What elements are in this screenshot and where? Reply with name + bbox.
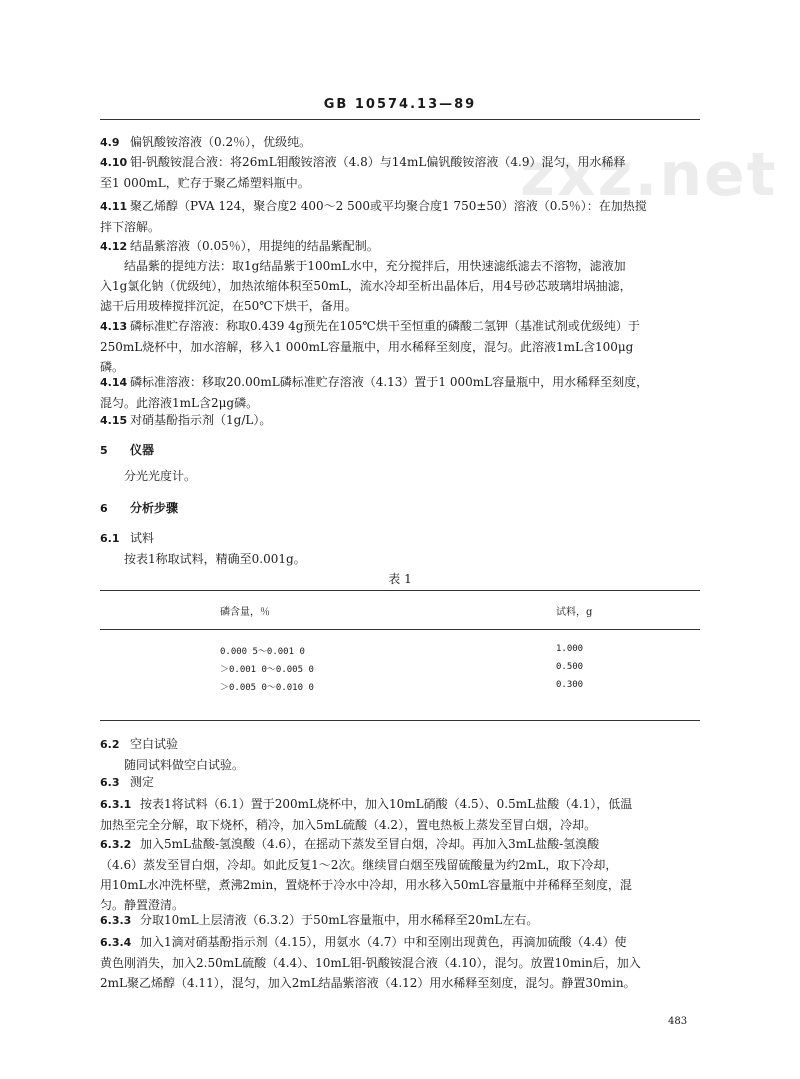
clause-text: 加热至完全分解，取下烧杯，稍冷，加入5mL硫酸（4.2），置电热板上蒸发至冒白烟，冷却。 (100, 818, 597, 832)
clause-number: 6.3 (100, 776, 120, 789)
clause-6-3-4 (100, 932, 700, 993)
table-cell: ＞0.005 0～0.010 0 (220, 683, 314, 693)
clause-4-11 (100, 196, 700, 237)
clause-6-1 (100, 528, 700, 569)
table-row (100, 642, 700, 660)
clause-text: 偏钒酸铵溶液（0.2％），优级纯。 (130, 135, 312, 149)
clause-text: 磷标准贮存溶液：称取0.439 4g预先在105℃烘干至恒重的磷酸二氢钾（基准试剂或优级纯）于 (130, 319, 640, 333)
clause-number: 6.3.3 (100, 914, 132, 927)
section-5-heading (100, 440, 700, 461)
clause-number: 4.15 (100, 414, 128, 427)
clause-number: 4.11 (100, 200, 128, 213)
clause-text: 250mL烧杯中，加水溶解，移入1 000mL容量瓶中，用水稀释至刻度，混匀。此溶液1mL含100μg (100, 340, 634, 354)
table-caption: 表 1 (388, 572, 412, 586)
paragraph-line: 结晶紫的提纯方法：取1g结晶紫于100mL水中，充分搅拌后，用快速滤纸滤去不溶物，滤液加 (124, 259, 626, 273)
page-number: 483 (668, 1016, 688, 1027)
purification-paragraph (100, 256, 700, 316)
clause-number: 4.9 (100, 136, 120, 149)
clause-text: 混匀。此溶液1mL含2μg磷。 (100, 396, 259, 410)
clause-text: 黄色刚消失，加入2.50mL硫酸（4.4）、10mL钼-钒酸铵混合液（4.10），混匀。放置10min后，加入 (100, 956, 641, 970)
clause-number: 6.3.4 (100, 936, 132, 949)
watermark: zxz.net (520, 140, 778, 210)
clause-text: 聚乙烯醇（PVA 124，聚合度2 400～2 500或平均聚合度1 750±50）溶液（0.5％）：在加热搅 (130, 199, 647, 213)
clause-text: （4.6）蒸发至冒白烟，冷却。如此反复1～2次。继续冒白烟至残留硫酸量为约2mL，取下冷却， (100, 858, 618, 872)
clause-text: 匀。静置澄清。 (100, 898, 185, 912)
clause-4-13 (100, 316, 700, 377)
section-number: 5 (100, 444, 108, 457)
section-6-heading (100, 498, 700, 519)
clause-text: 结晶紫溶液（0.05％），用提纯的结晶紫配制。 (130, 239, 379, 253)
clause-4-14 (100, 372, 700, 413)
table-cell: 0.500 (556, 662, 584, 672)
clause-text: 用10mL水冲洗杯壁，煮沸2min，置烧杯于冷水中冷却，用水移入50mL容量瓶中并稀释至刻度，混 (100, 878, 632, 892)
clause-number: 4.12 (100, 240, 128, 253)
clause-number: 4.10 (100, 156, 128, 169)
table-cell: 0.000 5～0.001 0 (220, 647, 305, 657)
clause-number: 6.3.1 (100, 798, 132, 811)
table-cell: 1.000 (556, 644, 584, 654)
table-header-cell: 试料，g (556, 607, 593, 618)
section-5-body (100, 466, 700, 486)
clause-text: 钼-钒酸铵混合液：将26mL钼酸铵溶液（4.8）与14mL偏钒酸铵溶液（4.9）混匀，用水稀释 (130, 155, 626, 169)
clause-text: 磷标准溶液：移取20.00mL磷标准贮存溶液（4.13）置于1 000mL容量瓶中，用水稀释至刻度， (130, 375, 649, 389)
clause-text: 按表1将试料（6.1）置于200mL烧杯中，加入10mL硝酸（4.5）、0.5mL盐酸（4.1），低温 (140, 797, 633, 811)
clause-text: 至1 000mL，贮存于聚乙烯塑料瓶中。 (100, 176, 310, 190)
clause-text: 磷。 (100, 360, 125, 374)
clause-number: 6.3.2 (100, 838, 132, 851)
table-row (100, 678, 700, 696)
clause-text: 分取10mL上层清液（6.3.2）于50mL容量瓶中，用水稀释至20mL左右。 (140, 913, 539, 927)
section-title: 分析步骤 (130, 501, 179, 515)
clause-4-15 (100, 410, 700, 431)
table-header-row (100, 591, 700, 630)
clause-number: 6.1 (100, 532, 120, 545)
standard-header: GB 10574.13—89 (323, 97, 477, 112)
clause-text: 2mL聚乙烯醇（4.11），混匀，加入2mL结晶紫溶液（4.12）用水稀释至刻度，混匀。静置30min。 (100, 976, 636, 990)
section-number: 6 (100, 502, 108, 515)
clause-text: 拌下溶解。 (100, 220, 161, 234)
clause-text: 对硝基酚指示剂（1g/L）。 (130, 413, 272, 427)
clause-text: 加入5mL盐酸-氢溴酸（4.6），在摇动下蒸发至冒白烟，冷却。再加入3mL盐酸-氢溴酸 (140, 837, 600, 851)
clause-4-9 (100, 132, 700, 153)
clause-4-12 (100, 236, 700, 257)
table-row (100, 660, 700, 678)
paragraph-line: 滤干后用玻棒搅拌沉淀，在50℃下烘干，备用。 (100, 299, 357, 313)
clause-6-3-3 (100, 910, 700, 931)
clause-6-3 (100, 772, 700, 793)
clause-title: 测定 (130, 775, 155, 789)
section-title: 仪器 (130, 443, 155, 457)
clause-text: 按表1称取试料，精确至0.001g。 (124, 552, 306, 566)
table-cell: ＞0.001 0～0.005 0 (220, 665, 314, 675)
clause-text: 加入1滴对硝基酚指示剂（4.15），用氨水（4.7）中和至刚出现黄色，再滴加硫酸（4.4）使 (140, 935, 627, 949)
section-text: 分光光度计。 (124, 469, 197, 483)
clause-title: 试料 (130, 531, 155, 545)
clause-text: 随同试料做空白试验。 (124, 758, 245, 772)
table-cell: 0.300 (556, 680, 584, 690)
table-header-cell: 磷含量，％ (220, 607, 270, 618)
clause-4-10 (100, 152, 700, 193)
clause-6-3-2 (100, 834, 700, 915)
paragraph-line: 入1g氯化钠（优级纯），加热浓缩体积至50mL，流水冷却至析出晶体后，用4号砂芯玻璃坩埚抽滤， (100, 279, 632, 293)
clause-6-2 (100, 734, 700, 775)
sample-mass-table (100, 590, 700, 721)
clause-number: 4.14 (100, 376, 128, 389)
clause-title: 空白试验 (130, 737, 179, 751)
clause-number: 6.2 (100, 738, 120, 751)
header-rule (100, 119, 700, 120)
clause-number: 4.13 (100, 320, 128, 333)
clause-6-3-1 (100, 794, 700, 835)
